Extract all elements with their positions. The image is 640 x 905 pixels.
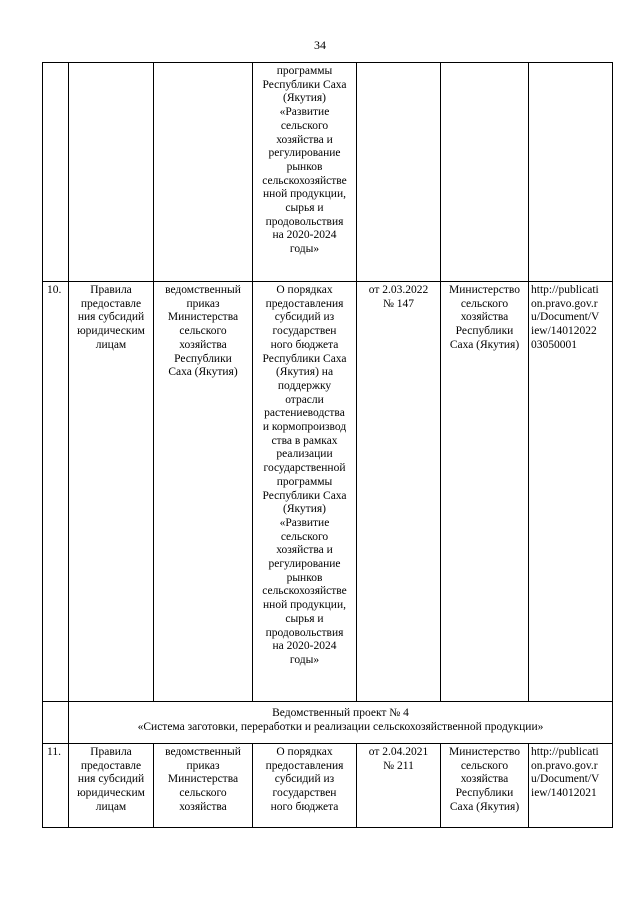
document-title: программы Республики Саха (Якутия) «Развитие сельского хозяйства и регулирование рынков сельскохозяйстве нной продукции, сырья и продовольствия на 2020-2024 годы» (253, 63, 357, 282)
document-date: от 2.04.2021 № 211 (357, 744, 441, 828)
document-name (69, 63, 154, 282)
row-number: 10. (43, 282, 69, 702)
document-title: О порядках предоставления субсидий из государствен ного бюджета Республики Саха (Якутия) на поддержку отрасли растениеводства и кормопроизвод ства в рамках реализации государственной программы Республики Саха (Якутия) «Развитие сельского хозяйства и регулирование рынков сельскохозяйстве нной продукции, сырья и продовольствия на 2020-2024 годы» (253, 282, 357, 702)
page-number: 34 (314, 38, 326, 52)
row-number: 11. (43, 744, 69, 828)
issuing-authority (441, 63, 529, 282)
row-number (43, 63, 69, 282)
publication-url: http://publicati on.pravo.gov.r u/Document/V iew/14012022 03050001 (529, 282, 613, 702)
section-subtitle: «Система заготовки, переработки и реализации сельскохозяйственной продукции» (137, 720, 544, 733)
document-name: Правила предоставле ния субсидий юридическим лицам (69, 744, 154, 828)
document-type: ведомственный приказ Министерства сельского хозяйства Республики Саха (Якутия) (154, 282, 253, 702)
section-header (69, 702, 613, 744)
section-header-row (43, 702, 613, 744)
legal-acts-table (42, 62, 613, 828)
issuing-authority: Министерство сельского хозяйства Республики Саха (Якутия) (441, 744, 529, 828)
section-empty-cell (43, 702, 69, 744)
publication-url (529, 63, 613, 282)
document-type (154, 63, 253, 282)
table-row (43, 282, 613, 702)
table-row (43, 63, 613, 282)
document-type: ведомственный приказ Министерства сельского хозяйства (154, 744, 253, 828)
document-name: Правила предоставле ния субсидий юридическим лицам (69, 282, 154, 702)
document-title: О порядках предоставления субсидий из государствен ного бюджета (253, 744, 357, 828)
document-date (357, 63, 441, 282)
table-row (43, 744, 613, 828)
publication-url: http://publicati on.pravo.gov.r u/Document/V iew/14012021 (529, 744, 613, 828)
section-title: Ведомственный проект № 4 (272, 707, 409, 719)
issuing-authority: Министерство сельского хозяйства Республики Саха (Якутия) (441, 282, 529, 702)
document-date: от 2.03.2022 № 147 (357, 282, 441, 702)
